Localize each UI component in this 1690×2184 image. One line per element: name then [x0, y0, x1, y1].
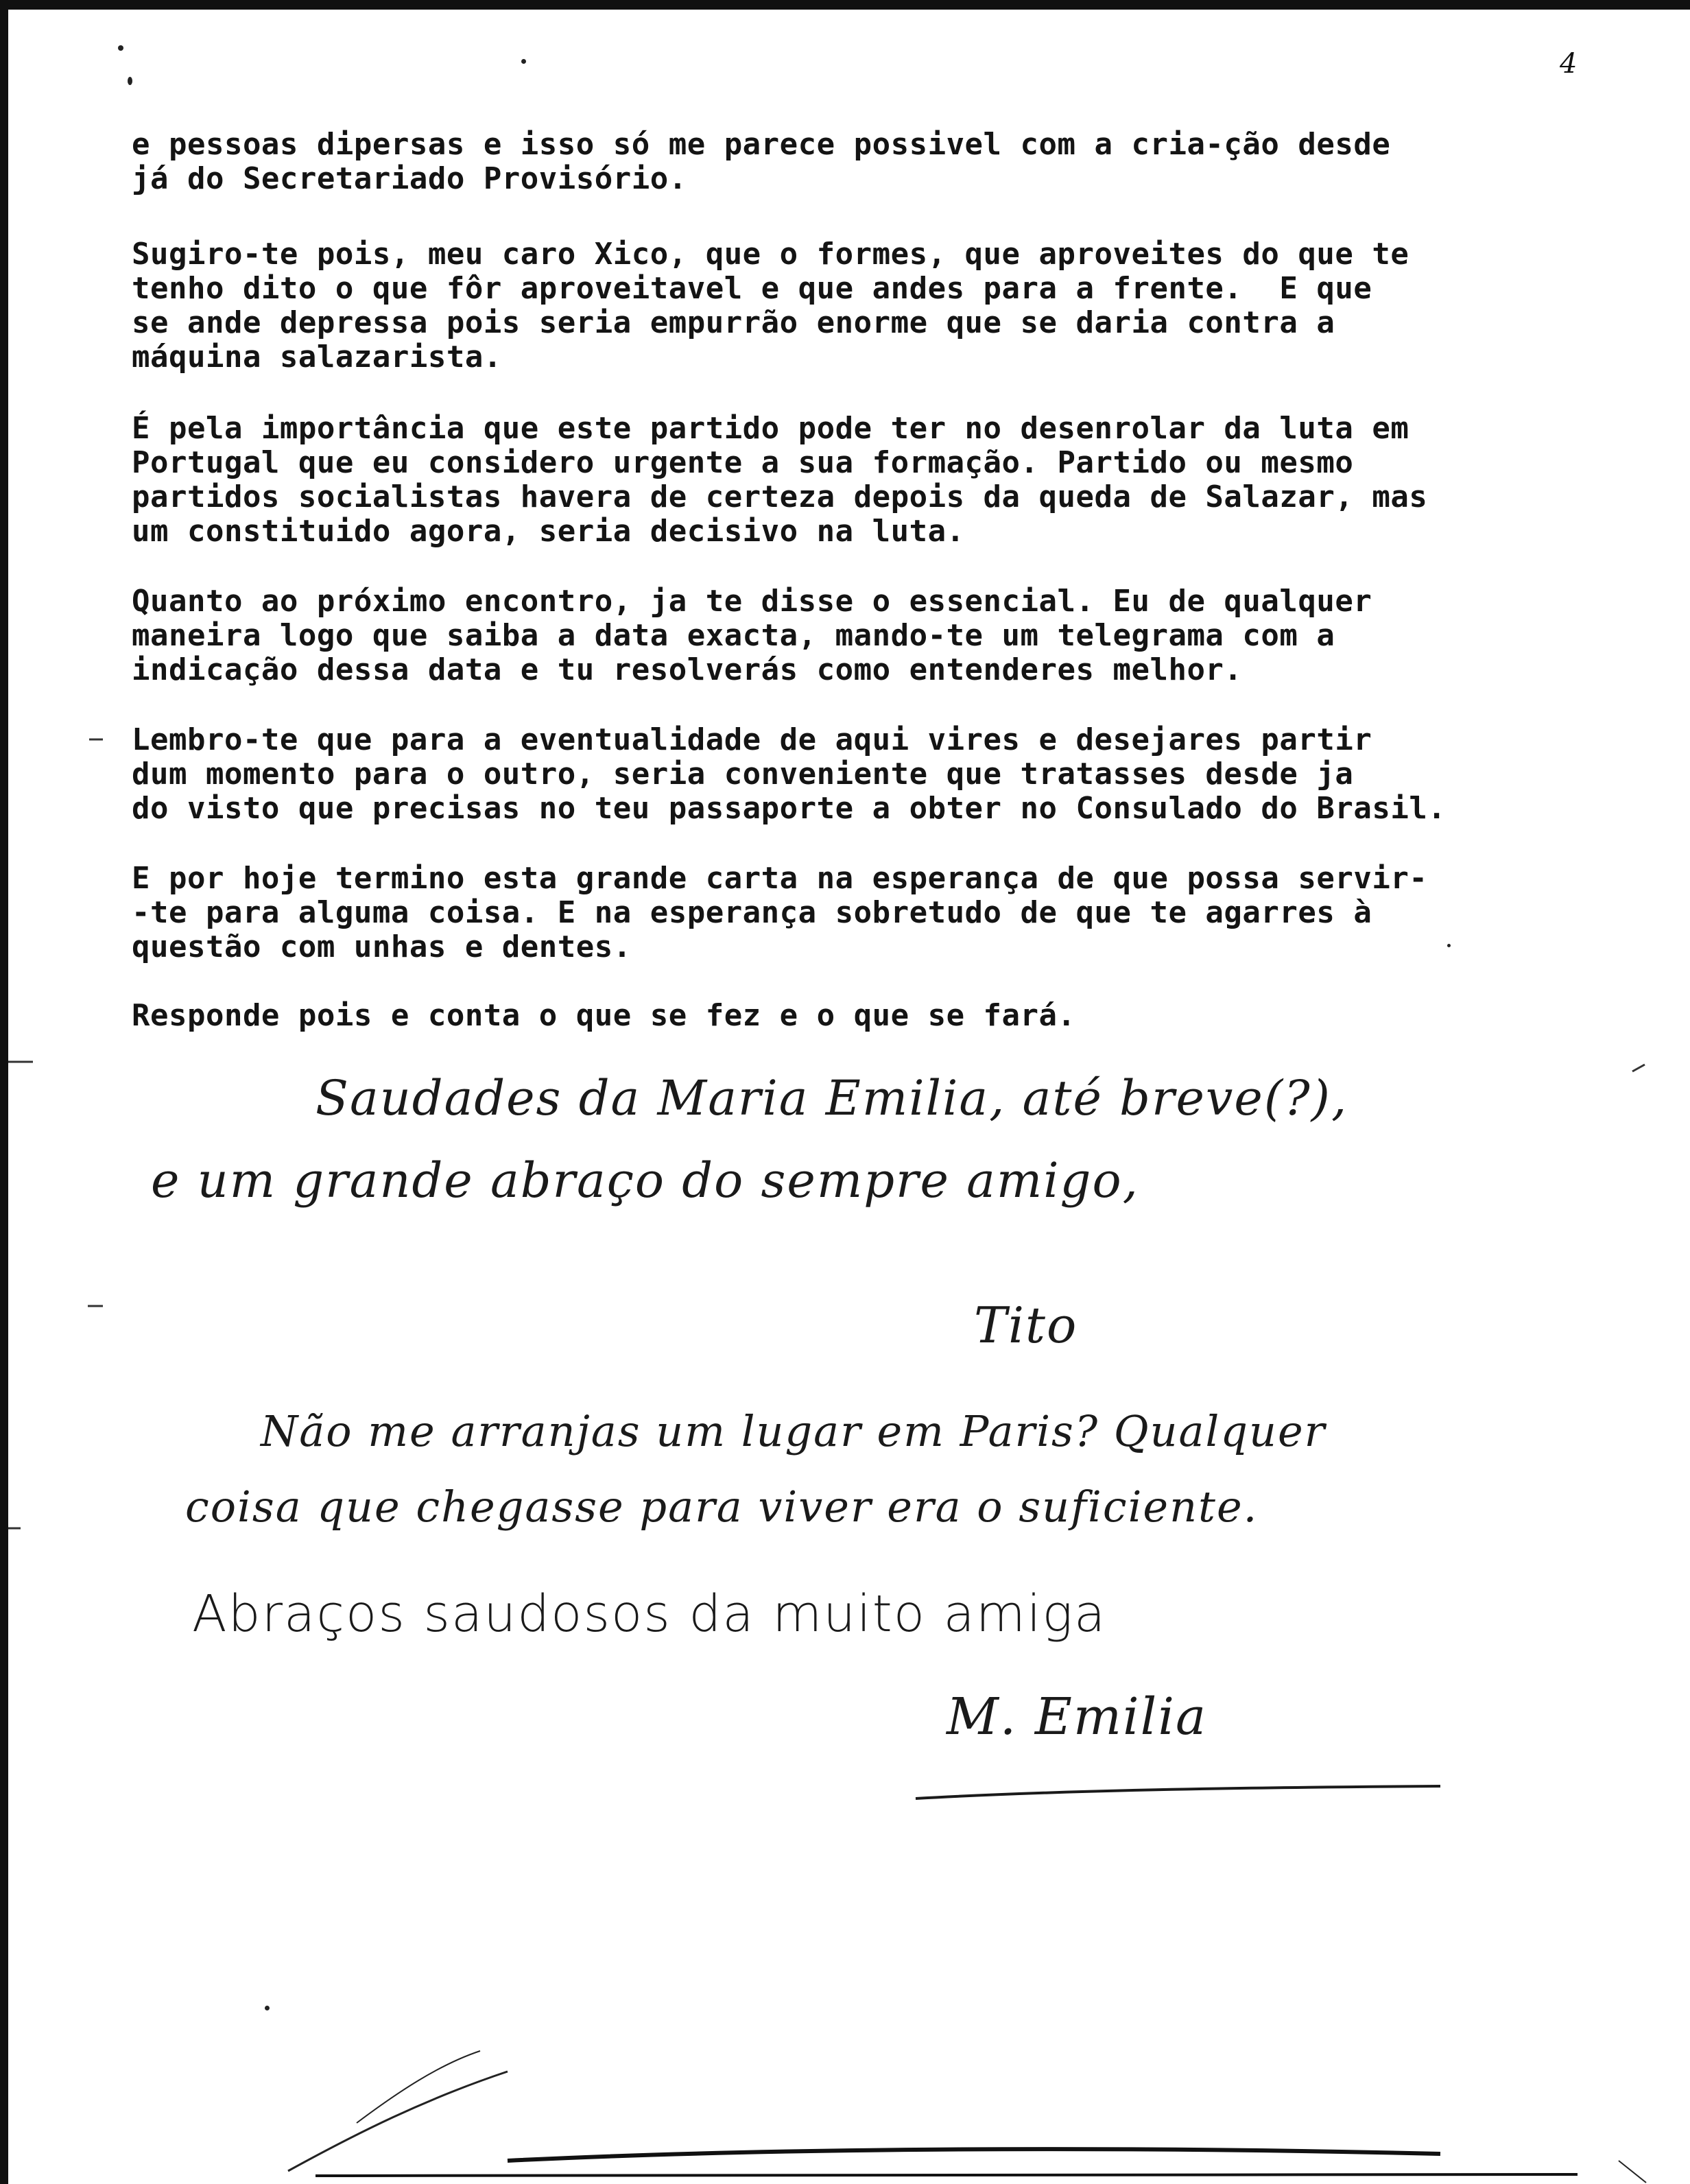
handwritten-closing-line-2: e um grande abraço do sempre amigo,: [151, 1152, 1139, 1209]
speck: [1447, 944, 1451, 947]
signature-underline: [916, 1786, 1440, 1799]
paragraph-3: É pela importância que este partido pode ter no desenrolar da luta em Portugal que eu considero urgente a sua formação. Partido ou mesmo partidos socialistas havera de certeza depois da queda de Salazar, mas um constituido agora, seria decisivo na luta.: [132, 411, 1428, 549]
page-number: 4: [1560, 48, 1578, 80]
postscript-line-3: Abraços saudosos da muito amiga: [192, 1584, 1107, 1643]
postscript-line-1: Não me arranjas um lugar em Paris? Qualquer: [261, 1406, 1326, 1456]
fold-line-2: [357, 2051, 480, 2123]
fold-line-5: [1619, 2161, 1646, 2183]
fold-line-3: [508, 2149, 1440, 2161]
speck: [118, 45, 123, 51]
postscript-line-2: coisa que chegasse para viver era o suficiente.: [185, 1482, 1259, 1532]
paragraph-1: e pessoas dipersas e isso só me parece possivel com a cria-ção desde já do Secretariado Provisório.: [132, 127, 1391, 196]
paragraph-5: Lembro-te que para a eventualidade de aqui vires e desejares partir dum momento para o outro, seria conveniente que tratasses desde ja do visto que precisas no teu passaporte a obter no Consulado do Brasil.: [132, 722, 1447, 826]
paragraph-7: Responde pois e conta o que se fez e o que se fará.: [132, 998, 1076, 1033]
speck: [265, 2006, 270, 2010]
handwritten-closing-line-1: Saudades da Maria Emilia, até breve(?),: [316, 1070, 1348, 1126]
margin-tick-5: [1632, 1065, 1645, 1071]
speck: [521, 59, 526, 64]
paragraph-4: Quanto ao próximo encontro, ja te disse o essencial. Eu de qualquer maneira logo que saiba a data exacta, mando-te um telegrama com a indicação dessa data e tu resolverás como entenderes melhor.: [132, 584, 1372, 687]
signature-tito: Tito: [974, 1296, 1078, 1354]
paragraph-6: E por hoje termino esta grande carta na esperança de que possa servir- -te para alguma coisa. E na esperança sobretudo de que te agarres à questão com unhas e dentes.: [132, 861, 1428, 964]
speck: [128, 77, 132, 85]
paragraph-2: Sugiro-te pois, meu caro Xico, que o formes, que aproveites do que te tenho dito o que fôr aproveitavel e que andes para a frente. E que se ande depressa pois seria empurrão enorme que se daria contra a máquina salazarista.: [132, 237, 1409, 375]
fold-line-1: [288, 2072, 508, 2171]
fold-line-4: [316, 2173, 1578, 2176]
signature-emilia: M. Emilia: [947, 1687, 1208, 1746]
